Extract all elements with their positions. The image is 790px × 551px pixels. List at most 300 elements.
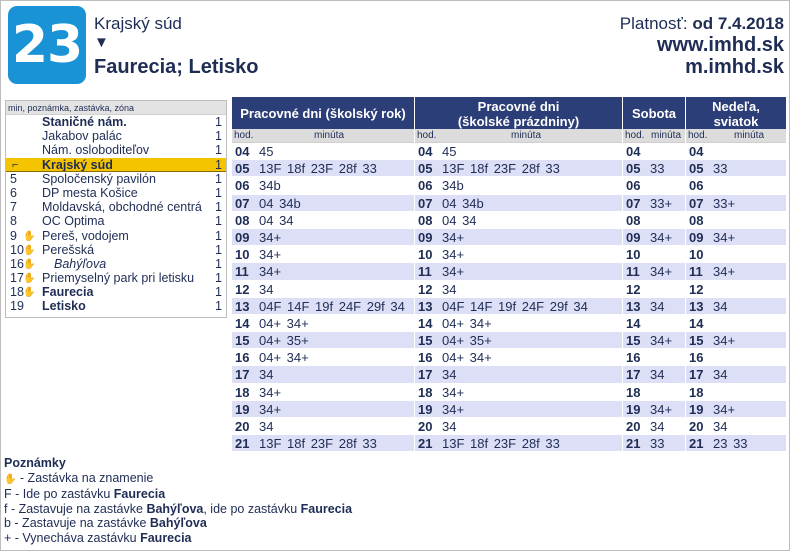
timetable-row xyxy=(232,384,414,401)
hour: 11 xyxy=(689,264,703,280)
timetable-row xyxy=(686,281,786,298)
departure-minutes[interactable]: 04+ 34+ xyxy=(259,350,309,366)
stop-zone: 1 xyxy=(215,185,222,200)
hour: 17 xyxy=(626,367,641,383)
hour-label: hod. xyxy=(688,130,708,141)
hour: 19 xyxy=(418,401,433,417)
hour: 07 xyxy=(235,195,250,211)
timetable-row xyxy=(232,195,414,212)
hour: 14 xyxy=(235,315,250,331)
departure-minutes[interactable]: 34 xyxy=(259,367,274,383)
timetable-row xyxy=(686,315,786,332)
timetable-row xyxy=(415,418,622,435)
hour: 17 xyxy=(418,367,433,383)
timetable-row xyxy=(415,366,622,383)
timetable-row xyxy=(686,177,786,194)
departure-minutes[interactable]: 04F 14F 19f 24F 29f 34 xyxy=(442,298,588,314)
validity xyxy=(620,14,784,34)
hour: 17 xyxy=(235,367,250,383)
column-subheader xyxy=(232,129,414,143)
hour: 10 xyxy=(418,247,433,263)
stop-zone: 1 xyxy=(215,285,222,300)
timetable-row xyxy=(415,332,622,349)
hand-icon: ✋ xyxy=(23,287,36,299)
hour: 21 xyxy=(626,436,641,452)
column-subheader xyxy=(623,129,685,143)
hand-icon: ✋ xyxy=(23,258,36,270)
hour: 07 xyxy=(626,195,641,211)
departure-minutes[interactable]: 33 xyxy=(650,161,665,177)
stop-item[interactable] xyxy=(6,158,226,172)
stop-name[interactable]: Moldavská, obchodné centrá xyxy=(42,200,202,215)
hour: 10 xyxy=(689,247,704,263)
stop-zone: 1 xyxy=(215,256,222,271)
departure-minutes[interactable]: 33+ xyxy=(713,195,736,211)
hour-label: hod. xyxy=(417,130,437,141)
hour: 08 xyxy=(418,212,433,228)
departure-minutes[interactable]: 34+ xyxy=(259,401,282,417)
stops-panel xyxy=(5,100,227,318)
timetable-row xyxy=(686,263,786,280)
column-subheader xyxy=(686,129,786,143)
hour: 07 xyxy=(418,195,433,211)
timetable-row xyxy=(623,332,685,349)
departure-minutes[interactable]: 34+ xyxy=(442,384,465,400)
timetable-row xyxy=(686,160,786,177)
timetable-row xyxy=(415,246,622,263)
timetable-row xyxy=(623,177,685,194)
stop-name[interactable]: Staničné nám. xyxy=(42,115,127,129)
stop-name[interactable]: OC Optima xyxy=(42,214,105,229)
departure-minutes[interactable]: 34 xyxy=(713,419,728,434)
hour: 12 xyxy=(626,281,641,297)
hour: 07 xyxy=(689,195,704,211)
column-title: Pracovné dni (školské prázdniny) xyxy=(415,97,622,129)
stop-name[interactable]: DP mesta Košice xyxy=(42,185,138,200)
departure-minutes[interactable]: 34b xyxy=(442,178,464,194)
hour: 04 xyxy=(689,144,704,159)
departure-minutes[interactable]: 34 xyxy=(442,419,457,434)
departure-minutes[interactable]: 34+ xyxy=(259,384,282,400)
hour: 04 xyxy=(418,144,433,159)
stop-item[interactable] xyxy=(6,243,226,257)
stop-minute-offset: 9 xyxy=(10,228,17,243)
timetable-row xyxy=(623,212,685,229)
timetable-row xyxy=(623,160,685,177)
hour: 09 xyxy=(418,229,433,245)
timetable-row xyxy=(232,298,414,315)
timetable-row xyxy=(623,401,685,418)
timetable-row xyxy=(686,212,786,229)
stop-minute-offset: 8 xyxy=(10,214,17,229)
notes-list xyxy=(4,471,352,546)
hour: 19 xyxy=(235,401,250,417)
timetable-row xyxy=(686,366,786,383)
stop-name[interactable]: Krajský súd xyxy=(42,157,113,172)
stop-zone: 1 xyxy=(215,228,222,243)
hand-icon: ✋ xyxy=(4,473,17,485)
minute-label: minúta xyxy=(651,130,682,141)
departure-minutes[interactable]: 34b xyxy=(259,178,281,194)
stop-minute-offset: 19 xyxy=(10,299,24,314)
timetable-row xyxy=(686,195,786,212)
hour: 20 xyxy=(235,419,250,434)
hour: 12 xyxy=(235,281,250,297)
timetable-row xyxy=(623,246,685,263)
note-symbol: b xyxy=(4,516,11,531)
departure-minutes[interactable]: 04 34 xyxy=(259,212,294,228)
timetable-column xyxy=(686,97,786,452)
timetable-row xyxy=(686,435,786,452)
stop-name[interactable]: Jakabov palác xyxy=(42,129,122,144)
stop-zone: 1 xyxy=(215,200,222,215)
current-stop-icon: ⌐ xyxy=(12,158,19,171)
stop-item[interactable] xyxy=(6,129,226,143)
hour: 21 xyxy=(235,436,250,452)
notes xyxy=(4,456,352,546)
departure-minutes[interactable]: 34 xyxy=(713,367,728,383)
stop-zone: 1 xyxy=(215,157,222,172)
stop-zone: 1 xyxy=(215,129,222,144)
departure-minutes[interactable]: 13F 18f 23F 28f 33 xyxy=(259,161,377,177)
timetable-row xyxy=(232,212,414,229)
timetable-row xyxy=(623,366,685,383)
hour: 13 xyxy=(689,298,704,314)
departure-minutes[interactable]: 34+ xyxy=(713,264,736,280)
departure-minutes[interactable]: 04 34b xyxy=(442,195,484,211)
departure-minutes[interactable]: 34+ xyxy=(650,401,673,417)
timetable-row xyxy=(415,384,622,401)
timetable-rows xyxy=(623,143,685,452)
hour: 08 xyxy=(235,212,250,228)
departure-minutes[interactable]: 34+ xyxy=(713,229,736,245)
departure-minutes[interactable]: 04+ 34+ xyxy=(259,315,309,331)
timetable-rows xyxy=(415,143,622,452)
stop-name[interactable]: Letisko xyxy=(42,299,86,314)
departure-minutes[interactable]: 04+ 35+ xyxy=(442,333,492,349)
timetable-row xyxy=(415,298,622,315)
note-symbol: + xyxy=(4,530,12,545)
departure-minutes[interactable]: 34 xyxy=(259,281,274,297)
departure-minutes[interactable]: 34 xyxy=(650,419,665,434)
hour: 20 xyxy=(626,419,641,434)
timetable-row xyxy=(232,263,414,280)
stop-name[interactable]: Perešská xyxy=(42,242,95,257)
note-item xyxy=(4,487,352,502)
hour: 16 xyxy=(626,350,641,366)
departure-minutes[interactable]: 34+ xyxy=(650,333,673,349)
stop-item[interactable] xyxy=(6,257,226,271)
departure-minutes[interactable]: 34 xyxy=(650,298,665,314)
hour: 18 xyxy=(418,384,433,400)
hour-label: hod. xyxy=(234,130,254,141)
hour: 21 xyxy=(418,436,433,452)
timetable-rows xyxy=(232,143,414,452)
departure-minutes[interactable]: 04F 14F 19f 24F 29f 34 xyxy=(259,298,405,314)
timetable-row xyxy=(623,418,685,435)
departure-minutes[interactable]: 34+ xyxy=(442,401,465,417)
timetable-row xyxy=(623,384,685,401)
validity-label: Platnosť: xyxy=(619,14,688,33)
departure-minutes[interactable]: 23 33 xyxy=(713,436,748,452)
note-text: - Zastávka na znamenie xyxy=(16,470,154,485)
departure-minutes[interactable]: 33 xyxy=(713,161,728,177)
hour: 09 xyxy=(235,229,250,245)
hour: 18 xyxy=(626,384,641,400)
hand-icon: ✋ xyxy=(23,230,36,242)
hour: 19 xyxy=(626,401,641,417)
timetable-row xyxy=(623,298,685,315)
hour: 13 xyxy=(418,298,433,314)
hour: 11 xyxy=(418,264,432,280)
column-title: Sobota xyxy=(623,97,685,129)
timetable-row xyxy=(232,160,414,177)
hour: 15 xyxy=(626,333,641,349)
validity-value: od 7.4.2018 xyxy=(692,14,784,33)
stop-name[interactable]: Priemyselný park pri letisku xyxy=(42,271,195,286)
hour: 19 xyxy=(689,401,704,417)
stop-item[interactable] xyxy=(6,143,226,157)
departure-minutes[interactable]: 34+ xyxy=(713,401,736,417)
timetable-row xyxy=(415,401,622,418)
timetable-row xyxy=(686,246,786,263)
departure-minutes[interactable]: 04+ 34+ xyxy=(442,315,492,331)
departure-minutes[interactable]: 34 xyxy=(713,298,728,314)
stop-zone: 1 xyxy=(215,242,222,257)
stop-zone: 1 xyxy=(215,115,222,129)
timetable-row xyxy=(686,401,786,418)
departure-minutes[interactable]: 45 xyxy=(442,144,457,159)
note-symbol: F xyxy=(4,487,12,502)
note-stop-name: Faurecia xyxy=(300,501,353,516)
hour: 06 xyxy=(626,178,641,194)
note-item xyxy=(4,502,352,517)
timetable-row xyxy=(623,281,685,298)
hour: 05 xyxy=(689,161,704,177)
hour: 05 xyxy=(235,161,250,177)
departure-minutes[interactable]: 34+ xyxy=(650,264,673,280)
timetable-row xyxy=(232,332,414,349)
stop-name[interactable]: Pereš, vodojem xyxy=(42,228,129,243)
hour: 08 xyxy=(689,212,704,228)
timetable-row xyxy=(232,366,414,383)
departure-minutes[interactable]: 34+ xyxy=(650,229,673,245)
note-text: - Vynecháva zastávku xyxy=(11,530,141,545)
note-stop-name: Faurecia xyxy=(113,487,166,502)
departure-minutes[interactable]: 33 xyxy=(650,436,665,452)
departure-minutes[interactable]: 04+ 34+ xyxy=(442,350,492,366)
stop-minute-offset: 10 xyxy=(10,242,24,257)
column-title: Pracovné dni (školský rok) xyxy=(232,97,414,129)
stop-item[interactable] xyxy=(6,271,226,285)
hour: 06 xyxy=(235,178,250,194)
stop-item[interactable] xyxy=(6,229,226,243)
departure-minutes[interactable]: 34 xyxy=(650,367,665,383)
stop-minute-offset: 16 xyxy=(10,256,24,271)
departure-minutes[interactable]: 04 34 xyxy=(442,212,477,228)
timetable-row xyxy=(415,212,622,229)
stop-zone: 1 xyxy=(215,171,222,186)
departure-minutes[interactable]: 04+ 35+ xyxy=(259,333,309,349)
stop-name[interactable]: Nám. osloboditeľov xyxy=(42,143,150,158)
hour: 09 xyxy=(689,229,704,245)
stop-minute-offset: 18 xyxy=(10,285,24,300)
note-text: - Ide po zastávku xyxy=(11,487,114,502)
timetable-row xyxy=(415,349,622,366)
departure-minutes[interactable]: 33+ xyxy=(650,195,673,211)
minute-label: minúta xyxy=(314,130,345,141)
timetable-row xyxy=(415,160,622,177)
column-subheader xyxy=(415,129,622,143)
hour: 14 xyxy=(418,315,433,331)
stop-zone: 1 xyxy=(215,299,222,314)
stop-item[interactable] xyxy=(6,214,226,228)
stop-name[interactable]: Spoločenský pavilón xyxy=(42,171,156,186)
hour: 12 xyxy=(689,281,704,297)
note-stop-name: Bahýľova xyxy=(146,501,204,516)
departure-minutes[interactable]: 34+ xyxy=(442,229,465,245)
timetable-rows xyxy=(686,143,786,452)
hour: 17 xyxy=(689,367,704,383)
hour: 13 xyxy=(626,298,641,314)
timetable-row xyxy=(232,349,414,366)
timetable-row xyxy=(686,349,786,366)
timetable-row xyxy=(415,281,622,298)
hour: 11 xyxy=(626,264,640,280)
minute-label: minúta xyxy=(511,130,542,141)
hour: 16 xyxy=(418,350,433,366)
hour: 06 xyxy=(418,178,433,194)
hour: 13 xyxy=(235,298,250,314)
stop-minute-offset: 5 xyxy=(10,171,17,186)
hour-label: hod. xyxy=(625,130,645,141)
timetable-row xyxy=(232,229,414,246)
timetable-row xyxy=(232,246,414,263)
timetable-row xyxy=(686,143,786,160)
stop-zone: 1 xyxy=(215,271,222,286)
column-title: Nedeľa, sviatok xyxy=(686,97,786,129)
hour: 04 xyxy=(235,144,250,159)
timetable-row xyxy=(623,349,685,366)
hour: 12 xyxy=(418,281,433,297)
hour: 09 xyxy=(626,229,641,245)
hour: 04 xyxy=(626,144,641,159)
hour: 15 xyxy=(235,333,250,349)
note-text-tail: , ide po zastávku xyxy=(203,501,301,516)
departure-minutes[interactable]: 34+ xyxy=(259,229,282,245)
stops-header: min, poznámka, zastávka, zóna xyxy=(6,101,226,115)
departure-minutes[interactable]: 13F 18f 23F 28f 33 xyxy=(442,161,560,177)
line-number-badge: 23 xyxy=(8,6,86,84)
website-link[interactable]: www.imhd.sk xyxy=(656,34,784,56)
hour: 20 xyxy=(418,419,433,434)
timetable-column xyxy=(415,97,622,452)
stop-minute-offset: 17 xyxy=(10,271,24,286)
timetable-column xyxy=(623,97,685,452)
stop-item[interactable] xyxy=(6,285,226,299)
hour: 08 xyxy=(626,212,641,228)
direction-arrow-icon: ▼ xyxy=(94,34,109,51)
departure-minutes[interactable]: 34+ xyxy=(259,247,282,263)
timetable-row xyxy=(415,315,622,332)
stops-list xyxy=(6,115,226,314)
timetable-row xyxy=(623,435,685,452)
departure-minutes[interactable]: 34+ xyxy=(259,264,282,280)
hour: 14 xyxy=(689,315,704,331)
departure-minutes[interactable]: 34 xyxy=(442,367,457,383)
stop-name[interactable]: Bahýľova xyxy=(54,256,107,271)
timetable-row xyxy=(686,298,786,315)
timetable-row xyxy=(623,143,685,160)
note-item xyxy=(4,471,352,488)
departure-minutes[interactable]: 34+ xyxy=(442,247,465,263)
stop-item[interactable] xyxy=(6,186,226,200)
stop-item[interactable] xyxy=(6,115,226,129)
hand-icon: ✋ xyxy=(23,244,36,256)
timetable-row xyxy=(415,177,622,194)
stop-name[interactable]: Faurecia xyxy=(42,285,94,300)
departure-minutes[interactable]: 34+ xyxy=(442,264,465,280)
hour: 10 xyxy=(626,247,641,263)
hour: 20 xyxy=(689,419,704,434)
hour: 15 xyxy=(418,333,433,349)
departure-minutes[interactable]: 45 xyxy=(259,144,274,159)
stop-minute-offset: 7 xyxy=(10,200,17,215)
timetable-row xyxy=(415,143,622,160)
departure-minutes[interactable]: 34 xyxy=(442,281,457,297)
hour: 15 xyxy=(689,333,704,349)
timetable-row xyxy=(232,143,414,160)
from-stop: Krajský súd xyxy=(94,14,182,33)
timetable-row xyxy=(232,281,414,298)
timetable-row xyxy=(415,263,622,280)
stop-item[interactable] xyxy=(6,299,226,313)
departure-minutes[interactable]: 13F 18f 23F 28f 33 xyxy=(259,436,377,452)
timetable-row xyxy=(232,401,414,418)
departure-minutes[interactable]: 13F 18f 23F 28f 33 xyxy=(442,436,560,452)
timetable-row xyxy=(232,418,414,435)
hour: 11 xyxy=(235,264,249,280)
timetable-row xyxy=(623,195,685,212)
stop-item[interactable] xyxy=(6,200,226,214)
hour: 18 xyxy=(235,384,250,400)
note-symbol: f xyxy=(4,501,8,516)
hour: 05 xyxy=(626,161,641,177)
hour: 21 xyxy=(689,436,704,452)
hour: 10 xyxy=(235,247,250,263)
hand-icon: ✋ xyxy=(23,273,36,285)
departure-minutes[interactable]: 34+ xyxy=(713,333,736,349)
departure-minutes[interactable]: 04 34b xyxy=(259,195,301,211)
timetable-row xyxy=(686,384,786,401)
mobile-website-link[interactable]: m.imhd.sk xyxy=(685,56,784,78)
hour: 16 xyxy=(689,350,704,366)
hour: 18 xyxy=(689,384,704,400)
hour: 05 xyxy=(418,161,433,177)
minute-label: minúta xyxy=(734,130,765,141)
hour: 14 xyxy=(626,315,641,331)
timetable-row xyxy=(686,229,786,246)
stop-zone: 1 xyxy=(215,143,222,158)
timetable-column xyxy=(232,97,414,452)
timetable-row xyxy=(623,315,685,332)
departure-minutes[interactable]: 34 xyxy=(259,419,274,434)
timetable-row xyxy=(623,263,685,280)
stop-item[interactable] xyxy=(6,172,226,186)
note-stop-name: Faurecia xyxy=(140,530,192,545)
timetable-row xyxy=(232,435,414,452)
note-item xyxy=(4,531,352,546)
